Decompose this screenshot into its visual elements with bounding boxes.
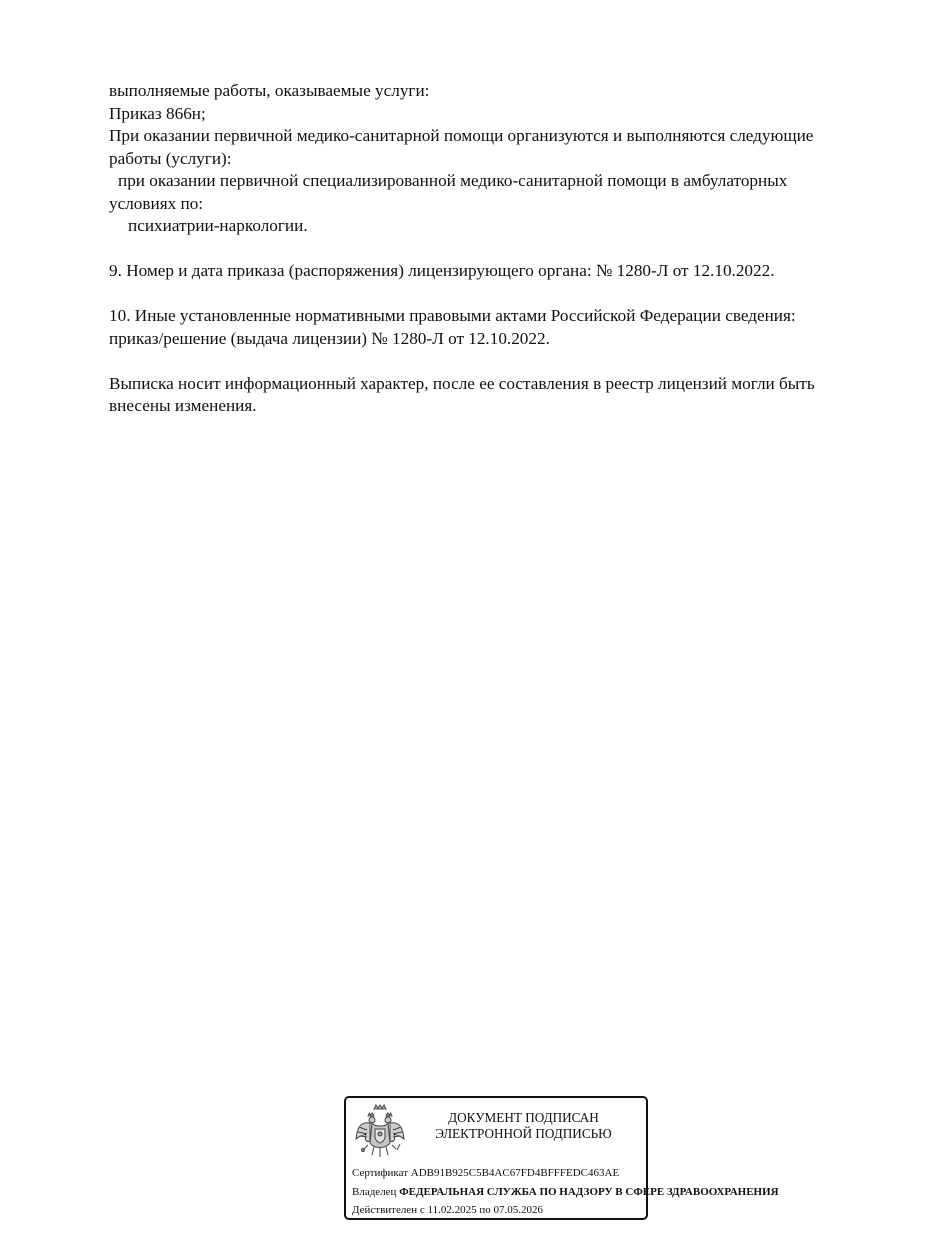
russian-coat-of-arms-icon bbox=[354, 1103, 406, 1159]
validity-period: Действителен с 11.02.2025 по 07.05.2026 bbox=[352, 1204, 543, 1216]
order-reference: Приказ 866н; bbox=[109, 103, 206, 123]
disclaimer-line-1: Выписка носит информационный характер, после ее составления в реестр лицензий могли быть bbox=[109, 373, 815, 393]
stamp-details bbox=[352, 1164, 779, 1220]
spacer bbox=[109, 283, 889, 306]
item-10-line-2: приказ/решение (выдача лицензии) № 1280-Л от 12.10.2022. bbox=[109, 328, 550, 348]
stamp-title-line-1: ДОКУМЕНТ ПОДПИСАН bbox=[448, 1110, 599, 1125]
stamp-title bbox=[416, 1110, 631, 1142]
care-type-line-2: условиях по: bbox=[109, 193, 204, 213]
document-body bbox=[109, 80, 889, 418]
electronic-signature-stamp bbox=[344, 1096, 779, 1220]
services-intro-line-2: работы (услуги): bbox=[109, 148, 232, 168]
owner-label: Владелец bbox=[352, 1185, 397, 1198]
certificate-row bbox=[352, 1164, 672, 1183]
item-10-line-1: 10. Иные установленные нормативными правовыми актами Российской Федерации сведения: bbox=[109, 306, 796, 325]
spacer bbox=[109, 350, 889, 373]
stamp-title-line-2: ЭЛЕКТРОННОЙ ПОДПИСЬЮ bbox=[435, 1126, 612, 1141]
owner-row bbox=[352, 1183, 779, 1202]
spacer bbox=[109, 238, 889, 261]
certificate-label: Сертификат bbox=[352, 1167, 408, 1179]
care-type-line-1: при оказании первичной специализированной медико-санитарной помощи в амбулаторных bbox=[118, 171, 788, 190]
disclaimer-line-2: внесены изменения. bbox=[109, 396, 257, 415]
certificate-value: ADB91B925C5B4AC67FD4BFFFEDC463AE bbox=[410, 1167, 620, 1179]
specialty-item: психиатрии-наркологии. bbox=[128, 216, 308, 235]
owner-value: ФЕДЕРАЛЬНАЯ СЛУЖБА ПО НАДЗОРУ В СФЕРЕ ЗДРАВООХРАНЕНИЯ bbox=[399, 1185, 779, 1198]
services-intro-line-1: При оказании первичной медико-санитарной помощи организуются и выполняются следующие bbox=[109, 126, 814, 145]
services-heading: выполняемые работы, оказываемые услуги: bbox=[109, 81, 430, 100]
item-9-order-number: 9. Номер и дата приказа (распоряжения) лицензирующего органа: № 1280-Л от 12.10.2022. bbox=[109, 261, 775, 280]
